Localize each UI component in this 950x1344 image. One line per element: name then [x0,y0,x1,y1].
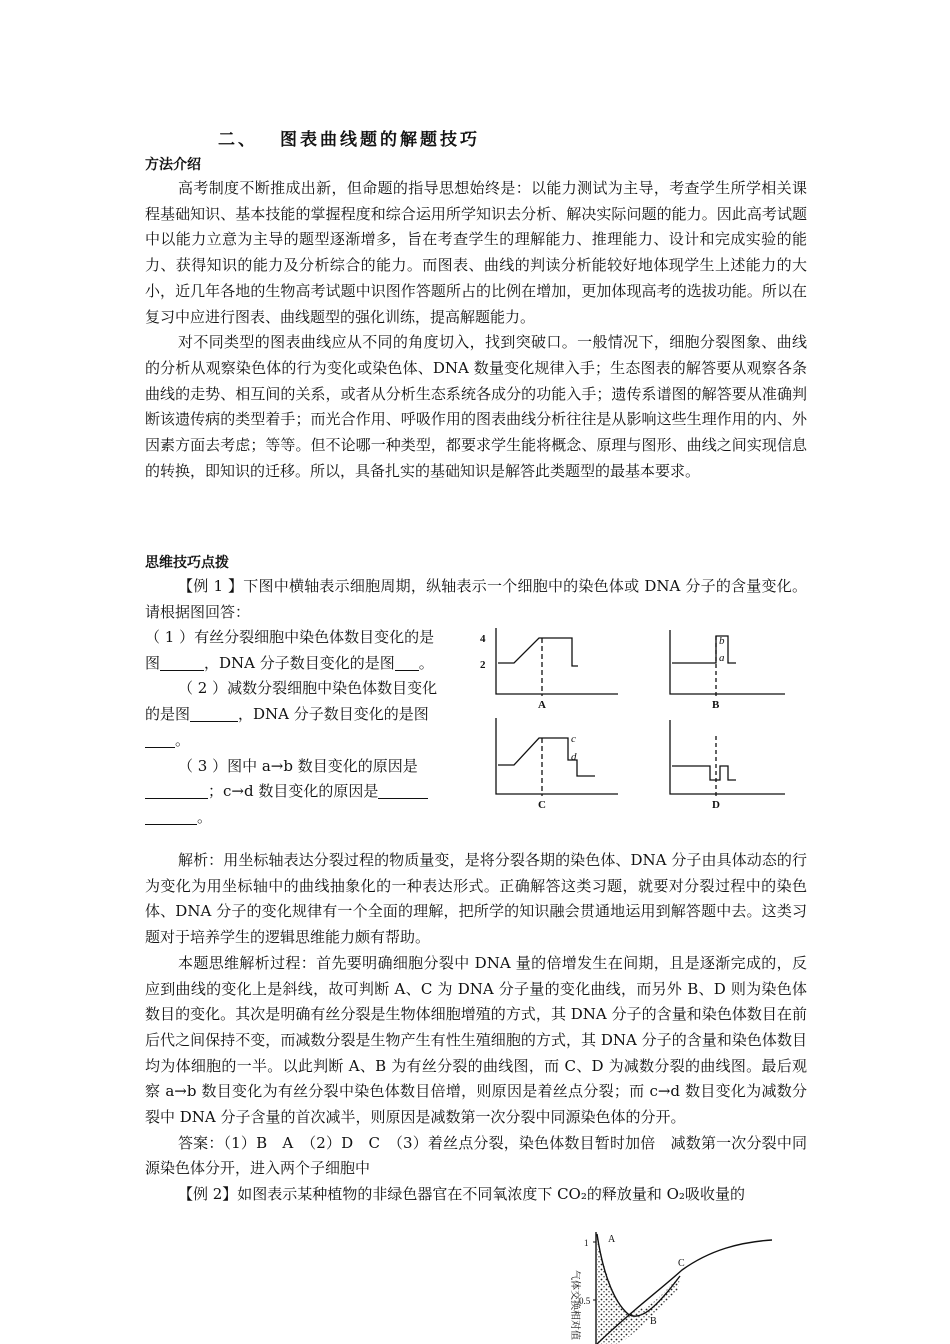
chart-B-curve [672,636,736,663]
method-paragraph-2: 对不同类型的图表曲线应从不同的角度切入，找到突破口。一般情况下，细胞分裂图象、曲线的分析从观察染色体的行为变化或染色体、DNA 数量变化规律入手；生态图表的解答要从观察各条曲线的走势、相互间的关系，或者从分析生态系统各成分的功能入手；遗传系谱图的解答要从准确判断该遗传病的类型着手；而光合作用、呼吸作用的图表曲线分析往往是从影响这些生理作用的内、外因素方面去考虑；等等。但不论哪一种类型，都要求学生能将概念、原理与图形、曲线之间实现信息的转换，即知识的迁移。所以，具备扎实的基础知识是解答此类题型的最基本要求。 [145,333,807,480]
blank-1a[interactable] [160,654,204,671]
blank-1b[interactable] [395,654,419,671]
method-paragraph-1: 高考制度不断推成出新，但命题的指导思想始终是：以能力测试为主导，考查学生所学相关课程基础知识、基本技能的掌握程度和综合运用所学知识去分析、解决实际问题的能力。因此高考试题中以能力立意为主导的题型逐渐增多，旨在考查学生的理解能力、推理能力、设计和完成实验的能力、获得知识的能力及分析综合的能力。而图表、曲线的判读分析能较好地体现学生上述能力的大小，近几年各地的生物高考试题中识图作答题所占的比例在增加，更加体现高考的选拔功能。所以在复习中应进行图表、曲线题型的强化训练，提高解题能力。 [145,179,807,326]
chart-A-curve [498,638,578,666]
analysis-paragraph-2: 本题思维解析过程：首先要明确细胞分裂中 DNA 量的倍增发生在间期，且是逐渐完成的，反应到曲线的变化上是斜线，故可判断 A、C 为 DNA 分子量的变化曲线，而另外 B、D 则为染色体数目的变化。其次是明确有丝分裂是生物体细胞增殖的方式，其 DNA 分子的含量和染色体数目在前后代之间保持不变，而减数分裂是生物产生有性生殖细胞的方式，其 DNA 分子的含量和染色体数目均为体细胞的一半。以此判断 A、B 为有丝分裂的曲线图，而 C、D 为减数分裂的曲线图。最后观察 a→b 数目变化为有丝分裂中染色体数目倍增，则原因是着丝点分裂；而 c→d 数目变化为减数分裂中 DNA 分子含量的首次减半，则原因是减数第一次分裂中同源染色体的分开。 [145,953,807,1127]
example2-intro: 【例 2】如图表示某种植物的非绿色器官在不同氧浓度下 CO₂的释放量和 O₂吸收量的 [178,1185,745,1204]
dotted-area [597,1234,680,1344]
point-C-label: C [678,1258,685,1269]
cell-division-figure [470,628,790,818]
question-2: （ 2 ）减数分裂细胞中染色体数目变化的是图 ，DNA 分子数目变化的是图。 [145,679,438,749]
section-number: 二、 [218,130,258,150]
blank-3b[interactable] [378,782,428,799]
tips-heading: 思维技巧点拨 [145,555,229,571]
ytick-05: 0.5 [579,1296,591,1306]
ytick-2: 2 [480,659,486,671]
ytick-1: 1 [584,1238,589,1248]
mark-b: b [719,635,725,647]
chart-C [496,718,618,796]
blank-3a[interactable] [145,782,208,799]
chart-A [496,628,618,696]
chart-B [670,630,785,696]
example1-intro-text: 【例 1 】下图中横轴表示细胞周期，纵轴表示一个细胞中的染色体或 DNA 分子的含量变化。请根据图回答： [145,577,807,621]
ytick-4: 4 [480,633,486,645]
y-axis-label: 气体交换相对值 [569,1270,580,1340]
point-B-label: B [650,1316,657,1327]
chart-D-label: D [712,799,720,811]
chart-D-curve [672,766,736,780]
mark-d: d [571,751,577,763]
blank-2a[interactable] [190,705,238,722]
question-3: （ 3 ）图中 a→b 数目变化的原因是；c→d 数目变化的原因是。 [145,754,445,831]
chart-A-label: A [538,699,546,711]
gas-exchange-figure [560,1228,780,1344]
example1-analysis [145,848,807,1208]
section-title [218,125,480,150]
mark-c: c [571,733,576,745]
blank-2b[interactable] [145,731,175,748]
chart-C-label: C [538,799,546,811]
blank-3c[interactable] [145,808,197,825]
chart-C-curve [498,738,595,776]
example1-questions [145,625,445,831]
method-heading: 方法介绍 [145,157,201,173]
point-A-label: A [608,1234,616,1245]
method-body [145,176,807,484]
chart-D [670,720,785,796]
example1-intro [145,574,807,625]
answer-paragraph: 答案：（1）B A （2）D C （3）着丝点分裂，染色体数目暂时加倍 减数第一次分裂中同源染色体分开，进入两个子细胞中 [145,1133,807,1178]
chart-B-label: B [712,699,720,711]
mark-a: a [719,652,725,664]
section-title-text: 图表曲线题的解题技巧 [280,130,480,150]
question-1: （ 1 ）有丝分裂细胞中染色体数目变化的是图 ，DNA 分子数目变化的是图 。 [145,628,435,672]
analysis-paragraph-1: 解析：用坐标轴表达分裂过程的物质量变，是将分裂各期的染色体、DNA 分子由具体动态的行为变化为用坐标轴中的曲线抽象化的一种表达形式。正确解答这类习题，就要对分裂过程中的染色体、DNA 分子的变化规律有一个全面的理解，把所学的知识融会贯通地运用到解答题中去。这类习题对于培养学生的逻辑思维能力颇有帮助。 [145,851,807,947]
